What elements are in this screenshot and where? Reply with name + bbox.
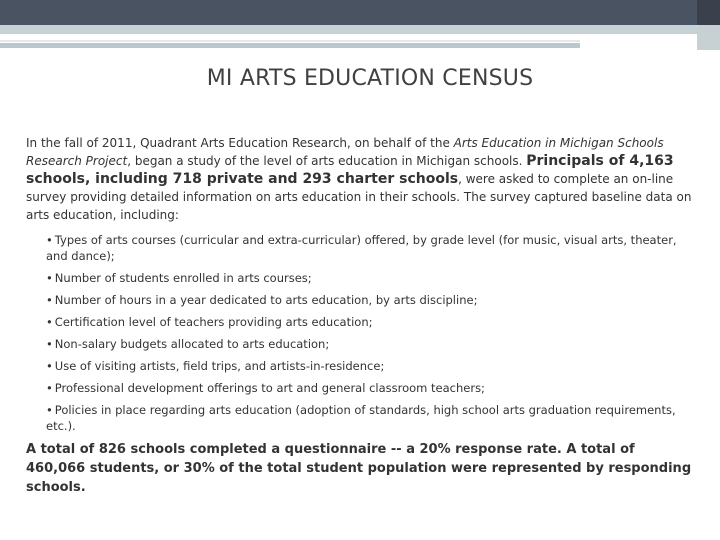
- list-item: [46, 336, 698, 352]
- bullet-marker: •: [46, 359, 53, 373]
- list-item-text: Number of hours in a year dedicated to arts education, by arts discipline;: [54, 293, 478, 307]
- bullet-marker: •: [46, 403, 53, 417]
- bullet-marker: •: [46, 315, 53, 329]
- bullet-marker: •: [46, 271, 53, 285]
- header-dark-band: [0, 0, 697, 25]
- slide-body: [26, 134, 698, 497]
- slide-title: MI ARTS EDUCATION CENSUS: [206, 66, 534, 91]
- list-item-text: Professional development offerings to art and general classroom teachers;: [54, 381, 485, 395]
- list-item-text: Number of students enrolled in arts courses;: [54, 271, 312, 285]
- intro-text-1: In the fall of 2011, Quadrant Arts Education Research, on behalf of the: [26, 136, 454, 150]
- bullet-marker: •: [46, 337, 53, 351]
- slide-header-bar: [0, 0, 720, 25]
- header-corner-band: [697, 0, 720, 25]
- intro-emphasis: Principals of 4,163 schools, including 718 private and 293 charter schools: [26, 153, 674, 187]
- list-item: [46, 314, 698, 330]
- list-item-text: Certification level of teachers providing arts education;: [54, 315, 373, 329]
- header-underline-rule: [0, 43, 580, 48]
- bullet-marker: •: [46, 233, 53, 247]
- summary-paragraph: A total of 826 schools completed a questionnaire -- a 20% response rate. A total of 460,066 students, or 30% of the total student population were represented by responding schools.: [26, 442, 692, 495]
- header-accent-fill: [0, 25, 697, 34]
- bullet-marker: •: [46, 293, 53, 307]
- list-item-text: Use of visiting artists, field trips, and artists-in-residence;: [54, 359, 385, 373]
- list-item-text: Types of arts courses (curricular and extra-curricular) offered, by grade level (for music, visual arts, theater, and dance);: [46, 233, 677, 263]
- list-item: [46, 402, 698, 434]
- project-name: Arts Education in Michigan Schools Research Project: [26, 136, 664, 168]
- list-item: [46, 358, 698, 374]
- header-thin-rule: [0, 40, 580, 42]
- intro-text-2: , began a study of the level of arts education in Michigan schools.: [127, 154, 527, 168]
- header-accent-strip: [0, 25, 720, 34]
- list-item: [46, 380, 698, 396]
- list-item: [46, 270, 698, 286]
- intro-paragraph: [26, 134, 698, 224]
- list-item: [46, 232, 698, 264]
- survey-topics-list: [26, 232, 698, 434]
- list-item-text: Policies in place regarding arts education (adoption of standards, high school arts graduation requirements, etc.).: [46, 403, 676, 433]
- intro-text-3: , were asked to complete an on-line survey providing detailed information on arts education in their schools. The survey captured baseline data on arts education, including:: [26, 172, 692, 222]
- bullet-marker: •: [46, 381, 53, 395]
- header-right-edge: [697, 25, 720, 50]
- list-item: [46, 292, 698, 308]
- list-item-text: Non-salary budgets allocated to arts education;: [54, 337, 330, 351]
